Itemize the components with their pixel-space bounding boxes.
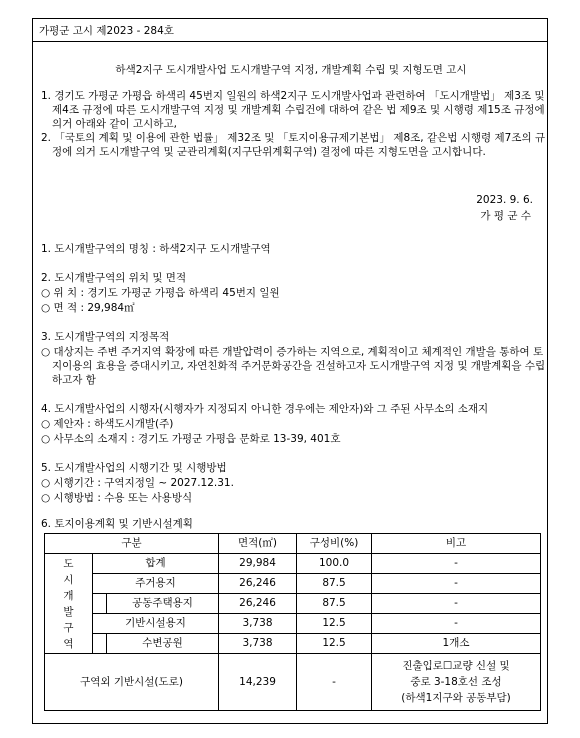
side-label-char: 시 <box>63 573 74 586</box>
row-indent-spacer <box>93 594 107 614</box>
section-3-heading: 3. 도시개발구역의 지정목적 <box>41 331 170 343</box>
section-5-method: ○ 시행방법 : 수용 또는 사용방식 <box>41 492 193 504</box>
section-4-proposer: ○ 제안자 : 하색도시개발(주) <box>41 418 174 430</box>
row-ratio: 87.5 <box>297 574 372 594</box>
section-2-area: ○ 면 적 : 29,984㎡ <box>41 302 135 314</box>
row-area: 26,246 <box>219 594 297 614</box>
table-row <box>45 554 541 574</box>
row-name: 합계 <box>93 554 219 574</box>
row-note: - <box>372 574 541 594</box>
outside-name: 구역외 기반시설(도로) <box>45 654 219 711</box>
header-area: 면적(㎡) <box>219 534 297 554</box>
row-name: 공동주택용지 <box>107 594 219 614</box>
table-header-row <box>45 534 541 554</box>
notice-date: 2023. 9. 6. <box>476 194 533 206</box>
section-2-heading: 2. 도시개발구역의 위치 및 면적 <box>41 272 187 284</box>
section-2-location: ○ 위 치 : 경기도 가평군 가평읍 하색리 45번지 일원 <box>41 287 280 299</box>
header-ratio: 구성비(%) <box>297 534 372 554</box>
section-6-heading: 6. 토지이용계획 및 기반시설계획 <box>41 518 193 530</box>
row-note: - <box>372 554 541 574</box>
row-area: 26,246 <box>219 574 297 594</box>
outside-ratio: - <box>297 654 372 711</box>
outside-area: 14,239 <box>219 654 297 711</box>
row-name: 주거용지 <box>93 574 219 594</box>
intro-paragraph-1: 1. 경기도 가평군 가평읍 하색리 45번지 일원의 하색2지구 도시개발사업과 관련하여 「도시개발법」 제3조 및 제4조 규정에 따른 도시개발구역 지정 및 개발계획 수립건에 대하여 같은 법 제9조 및 시행령 제15조 규정에 의거 아래와 같이 고시하고, <box>41 90 545 130</box>
side-label-char: 구 <box>63 621 74 634</box>
outside-note-line: (하색1지구와 공동부담) <box>401 692 511 704</box>
row-note: - <box>372 614 541 634</box>
table-row <box>45 614 541 634</box>
table-row-outside <box>45 654 541 711</box>
notice-issuer: 가 평 군 수 <box>480 210 531 222</box>
header-category: 구분 <box>45 534 219 554</box>
section-4-heading: 4. 도시개발사업의 시행자(시행자가 지정되지 아니한 경우에는 제안자)와 그 주된 사무소의 소재지 <box>41 403 489 415</box>
outside-note-line: 진출입로☐교량 신설 및 <box>402 660 510 672</box>
row-area: 29,984 <box>219 554 297 574</box>
land-use-table <box>44 533 541 711</box>
section-3-purpose: ○ 대상지는 주변 주거지역 확장에 따른 개발압력이 증가하는 지역으로, 계획적이고 체계적인 개발을 통하여 토지이용의 효용을 증대시키고, 자연친화적 주거문화공간을 건설하고자 도시개발구역 지정 및 개발계획을 수립하고자 함 <box>41 346 546 386</box>
side-label-char: 발 <box>63 605 74 618</box>
side-label-char: 도 <box>63 557 74 570</box>
row-ratio: 12.5 <box>297 614 372 634</box>
table-row <box>45 634 541 654</box>
row-area: 3,738 <box>219 614 297 634</box>
outside-note <box>372 654 541 711</box>
side-label-char: 개 <box>63 589 74 602</box>
table-row <box>45 594 541 614</box>
notice-document <box>32 18 548 724</box>
row-ratio: 87.5 <box>297 594 372 614</box>
row-name: 수변공원 <box>107 634 219 654</box>
row-indent-spacer <box>93 634 107 654</box>
notice-title: 하색2지구 도시개발사업 도시개발구역 지정, 개발계획 수립 및 지형도면 고시 <box>115 64 467 76</box>
row-name: 기반시설용지 <box>93 614 219 634</box>
row-ratio: 100.0 <box>297 554 372 574</box>
row-area: 3,738 <box>219 634 297 654</box>
notice-number: 가평군 고시 제2023 - 284호 <box>33 19 547 42</box>
side-label-char: 역 <box>63 637 74 650</box>
row-ratio: 12.5 <box>297 634 372 654</box>
row-note: 1개소 <box>372 634 541 654</box>
section-5-period: ○ 시행기간 : 구역지정일 ~ 2027.12.31. <box>41 477 234 489</box>
outside-note-line: 중로 3-18호선 조성 <box>410 676 502 688</box>
intro-paragraph-2: 2. 「국토의 계획 및 이용에 관한 법률」 제32조 및 「토지이용규제기본법」 제8조, 같은법 시행령 제7조의 규정에 의거 도시개발구역 및 군관리계획(지구단위계획구역) 결정에 따른 지형도면을 고시합니다. <box>41 132 546 158</box>
section-4-office: ○ 사무소의 소재지 : 경기도 가평군 가평읍 문화로 13-39, 401호 <box>41 433 341 445</box>
header-note: 비고 <box>372 534 541 554</box>
section-1-name: 1. 도시개발구역의 명칭 : 하색2지구 도시개발구역 <box>41 243 271 255</box>
district-side-label <box>45 554 93 654</box>
section-5-heading: 5. 도시개발사업의 시행기간 및 시행방법 <box>41 462 227 474</box>
table-row <box>45 574 541 594</box>
row-note: - <box>372 594 541 614</box>
